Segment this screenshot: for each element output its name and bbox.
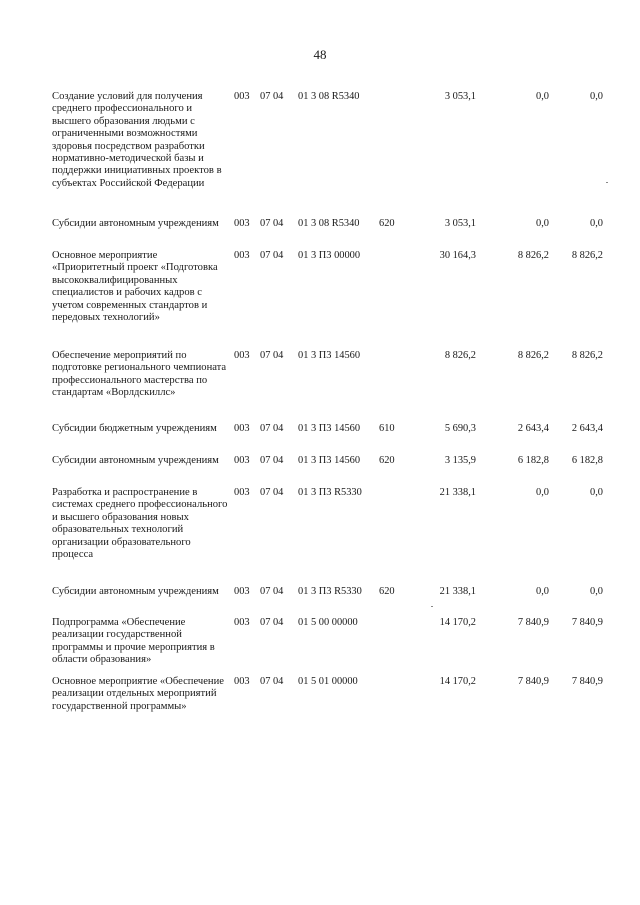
expense-type-code: 620 (379, 218, 395, 229)
row-name: Подпрограмма «Обеспечение реализации государственной программы и прочие мероприятия в области образования» (52, 617, 215, 666)
amount-2: 0,0 (536, 91, 549, 102)
program-code: 01 3 П3 00000 (298, 250, 361, 261)
program-code: 01 3 08 R5340 (298, 91, 360, 102)
amount-3: 8 826,2 (571, 350, 603, 361)
amount-2: 0,0 (536, 586, 549, 597)
amount-2: 7 840,9 (517, 617, 549, 628)
expense-type-code: 610 (379, 423, 395, 434)
amount-1: 21 338,1 (439, 586, 476, 597)
admin-code: 003 (234, 423, 250, 434)
row-name: Субсидии автономным учреждениям (52, 455, 219, 466)
amount-2: 6 182,8 (517, 455, 549, 466)
program-code: 01 3 08 R5340 (298, 218, 360, 229)
amount-3: 0,0 (590, 91, 603, 102)
amount-3: 0,0 (590, 218, 603, 229)
section-code: 07 04 (260, 487, 284, 498)
program-code: 01 3 П3 R5330 (298, 586, 362, 597)
page-number: 48 (313, 47, 327, 62)
amount-2: 0,0 (536, 487, 549, 498)
expense-type-code: 620 (379, 455, 395, 466)
section-code: 07 04 (260, 91, 284, 102)
program-code: 01 3 П3 14560 (298, 455, 361, 466)
amount-1: 3 135,9 (444, 455, 476, 466)
section-code: 07 04 (260, 250, 284, 261)
amount-2: 8 826,2 (517, 350, 549, 361)
amount-1: 14 170,2 (439, 676, 476, 687)
row-name: Субсидии бюджетным учреждениям (52, 423, 217, 434)
amount-2: 0,0 (536, 218, 549, 229)
program-code: 01 5 00 00000 (298, 617, 358, 628)
expense-type-code: 620 (379, 586, 395, 597)
amount-1: 14 170,2 (439, 617, 476, 628)
section-code: 07 04 (260, 218, 284, 229)
amount-2: 7 840,9 (517, 676, 549, 687)
section-code: 07 04 (260, 617, 284, 628)
admin-code: 003 (234, 676, 250, 687)
program-code: 01 5 01 00000 (298, 676, 358, 687)
amount-3: 2 643,4 (571, 423, 603, 434)
amount-3: 0,0 (590, 487, 603, 498)
admin-code: 003 (234, 455, 250, 466)
section-code: 07 04 (260, 455, 284, 466)
amount-1: 5 690,3 (444, 423, 476, 434)
amount-1: 3 053,1 (444, 91, 476, 102)
admin-code: 003 (234, 350, 250, 361)
section-code: 07 04 (260, 676, 284, 687)
amount-1: 3 053,1 (444, 218, 476, 229)
section-code: 07 04 (260, 350, 284, 361)
admin-code: 003 (234, 218, 250, 229)
row-name: Создание условий для получения среднего профессионального и высшего образования людьми с ограниченными возможностями здоровья посредством разработки нормативно-методической базы и поддержки инициативных проектов в субъектах Российской Федерации (52, 91, 222, 189)
row-name: Субсидии автономным учреждениям (52, 586, 219, 597)
section-code: 07 04 (260, 423, 284, 434)
amount-2: 8 826,2 (517, 250, 549, 261)
amount-3: 7 840,9 (571, 617, 603, 628)
amount-1: 30 164,3 (439, 250, 476, 261)
row-name: Обеспечение мероприятий по подготовке регионального чемпионата профессионального мастерства по стандартам «Ворлдскиллс» (52, 350, 227, 399)
amount-3: 6 182,8 (571, 455, 603, 466)
scan-speck (431, 606, 433, 607)
program-code: 01 3 П3 14560 (298, 350, 361, 361)
scan-speck (606, 182, 608, 183)
row-name: Основное мероприятие «Обеспечение реализации отдельных мероприятий государственной программы» (52, 676, 224, 712)
amount-3: 8 826,2 (571, 250, 603, 261)
row-name: Субсидии автономным учреждениям (52, 218, 219, 229)
row-name: Основное мероприятие «Приоритетный проект «Подготовка высококвалифицированных специалистов и рабочих кадров с учетом современных стандартов и передовых технологий» (52, 250, 218, 324)
admin-code: 003 (234, 487, 250, 498)
admin-code: 003 (234, 617, 250, 628)
amount-2: 2 643,4 (517, 423, 549, 434)
amount-3: 7 840,9 (571, 676, 603, 687)
admin-code: 003 (234, 250, 250, 261)
program-code: 01 3 П3 14560 (298, 423, 361, 434)
amount-3: 0,0 (590, 586, 603, 597)
row-name: Разработка и распространение в системах среднего профессионального и высшего образования новых образовательных технологий организации образовательного процесса (52, 487, 228, 561)
program-code: 01 3 П3 R5330 (298, 487, 362, 498)
admin-code: 003 (234, 91, 250, 102)
amount-1: 8 826,2 (444, 350, 476, 361)
section-code: 07 04 (260, 586, 284, 597)
admin-code: 003 (234, 586, 250, 597)
amount-1: 21 338,1 (439, 487, 476, 498)
